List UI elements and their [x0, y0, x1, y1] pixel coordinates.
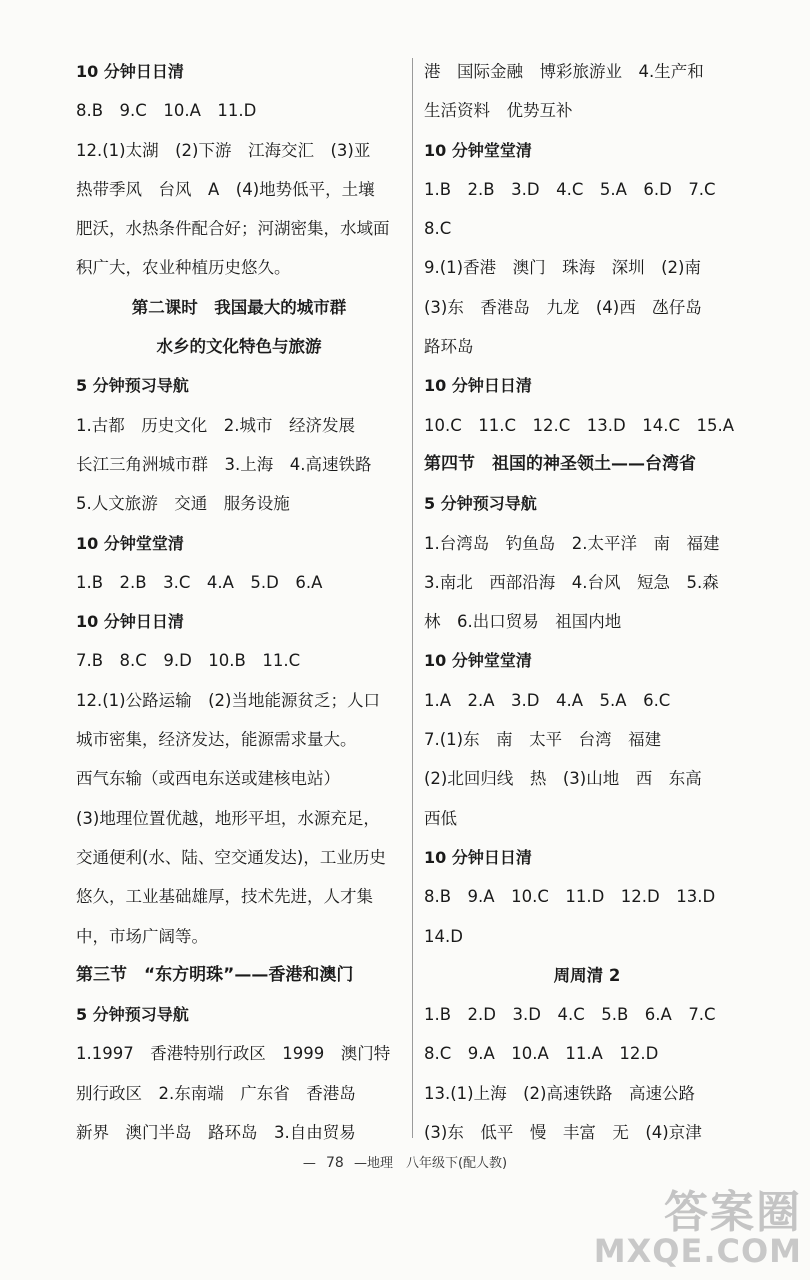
- footer-dash: —: [302, 1156, 316, 1171]
- section-title: 周周清 2: [553, 965, 621, 985]
- answer-line: 生活资料 优势互补: [424, 101, 573, 121]
- answer-line: 5.人文旅游 交通 服务设施: [76, 494, 290, 514]
- answer-line: (3)东 香港岛 九龙 (4)西 氹仔岛: [424, 297, 702, 317]
- answer-line: 12.(1)太湖 (2)下游 江海交汇 (3)亚: [76, 140, 371, 160]
- answer-line: 港 国际金融 博彩旅游业 4.生产和: [424, 62, 704, 81]
- answer-line: 12.(1)公路运输 (2)当地能源贫乏；人口: [76, 690, 380, 710]
- answer-line: 13.(1)上海 (2)高速铁路 高速公路: [424, 1083, 695, 1103]
- column-divider: [412, 58, 413, 1138]
- subsection-heading: 10 分钟日日清: [76, 612, 184, 632]
- section-title: 水乡的文化特色与旅游: [156, 337, 322, 357]
- watermark: [593, 1174, 802, 1274]
- answer-line: 肥沃，水热条件配合好；河湖密集，水域面: [76, 219, 390, 239]
- section-title: 第四节 祖国的神圣领土——台湾省: [424, 453, 696, 474]
- answer-line: 长江三角洲城市群 3.上海 4.高速铁路: [76, 454, 372, 474]
- section-title: 第三节 “东方明珠”——香港和澳门: [76, 964, 354, 985]
- answer-line: (2)北回归线 热 (3)山地 西 东高: [424, 769, 702, 789]
- answer-line: (3)东 低平 慢 丰富 无 (4)京津: [424, 1123, 702, 1143]
- subsection-heading: 10 分钟堂堂清: [76, 533, 184, 553]
- answer-line: 交通便利(水、陆、空交通发达)，工业历史: [76, 847, 386, 867]
- left-column: [76, 52, 402, 1152]
- answer-line: 8.C 9.A 10.A 11.A 12.D: [424, 1044, 659, 1064]
- right-column: [424, 52, 750, 1152]
- answer-line: 别行政区 2.东南端 广东省 香港岛: [76, 1083, 356, 1103]
- answer-line: 新界 澳门半岛 路环岛 3.自由贸易: [76, 1123, 356, 1143]
- answer-line: 1.B 2.D 3.D 4.C 5.B 6.A 7.C: [424, 1005, 716, 1025]
- page-footer: [0, 1152, 810, 1171]
- answer-line: 城市密集，经济发达，能源需求量大。: [76, 730, 357, 750]
- answer-line: 路环岛: [424, 337, 474, 357]
- answer-line: 积广大，农业种植历史悠久。: [76, 258, 291, 278]
- watermark-logo: 答案圈: [664, 1187, 802, 1238]
- watermark-url: MXQE.COM: [593, 1232, 802, 1270]
- subsection-heading: 10 分钟堂堂清: [424, 651, 532, 671]
- answer-line: 8.B 9.C 10.A 11.D: [76, 101, 257, 121]
- subsection-heading: 10 分钟日日清: [424, 376, 532, 396]
- page-number: 78: [326, 1155, 344, 1171]
- subsection-heading: 10 分钟堂堂清: [424, 140, 532, 160]
- answer-line: 1.A 2.A 3.D 4.A 5.A 6.C: [424, 690, 671, 710]
- answer-line: 3.南北 西部沿海 4.台风 短急 5.森: [424, 572, 719, 592]
- answer-line: 8.B 9.A 10.C 11.D 12.D 13.D: [424, 887, 716, 907]
- subsection-heading: 10 分钟日日清: [76, 62, 184, 81]
- answer-line: 西气东输（或西电东送或建核电站）: [76, 769, 340, 789]
- answer-line: 西低: [424, 808, 457, 828]
- answer-line: 9.(1)香港 澳门 珠海 深圳 (2)南: [424, 258, 701, 278]
- answer-line: 中，市场广阔等。: [76, 926, 208, 946]
- answer-line: (3)地理位置优越，地形平坦，水源充足，: [76, 808, 380, 828]
- answer-line: 1.B 2.B 3.D 4.C 5.A 6.D 7.C: [424, 179, 716, 199]
- subsection-heading: 5 分钟预习导航: [76, 376, 189, 396]
- answer-line: 8.C: [424, 219, 452, 239]
- answer-line: 7.(1)东 南 太平 台湾 福建: [424, 730, 662, 750]
- subsection-heading: 10 分钟日日清: [424, 847, 532, 867]
- footer-subject: —地理 八年级下(配人教): [353, 1156, 508, 1171]
- answer-line: 1.B 2.B 3.C 4.A 5.D 6.A: [76, 572, 323, 592]
- subsection-heading: 5 分钟预习导航: [76, 1005, 189, 1025]
- answer-line: 1.台湾岛 钓鱼岛 2.太平洋 南 福建: [424, 533, 720, 553]
- answer-line: 1.1997 香港特别行政区 1999 澳门特: [76, 1044, 391, 1064]
- section-title: 第二课时 我国最大的城市群: [131, 297, 347, 317]
- answer-line: 7.B 8.C 9.D 10.B 11.C: [76, 651, 301, 671]
- answer-line: 悠久，工业基础雄厚，技术先进，人才集: [76, 887, 373, 907]
- subsection-heading: 5 分钟预习导航: [424, 494, 537, 514]
- answer-line: 14.D: [424, 926, 463, 946]
- answer-line: 1.古都 历史文化 2.城市 经济发展: [76, 415, 355, 435]
- answer-line: 林 6.出口贸易 祖国内地: [424, 612, 622, 632]
- answer-line: 热带季风 台风 A (4)地势低平，土壤: [76, 179, 375, 199]
- answer-line: 10.C 11.C 12.C 13.D 14.C 15.A: [424, 415, 735, 435]
